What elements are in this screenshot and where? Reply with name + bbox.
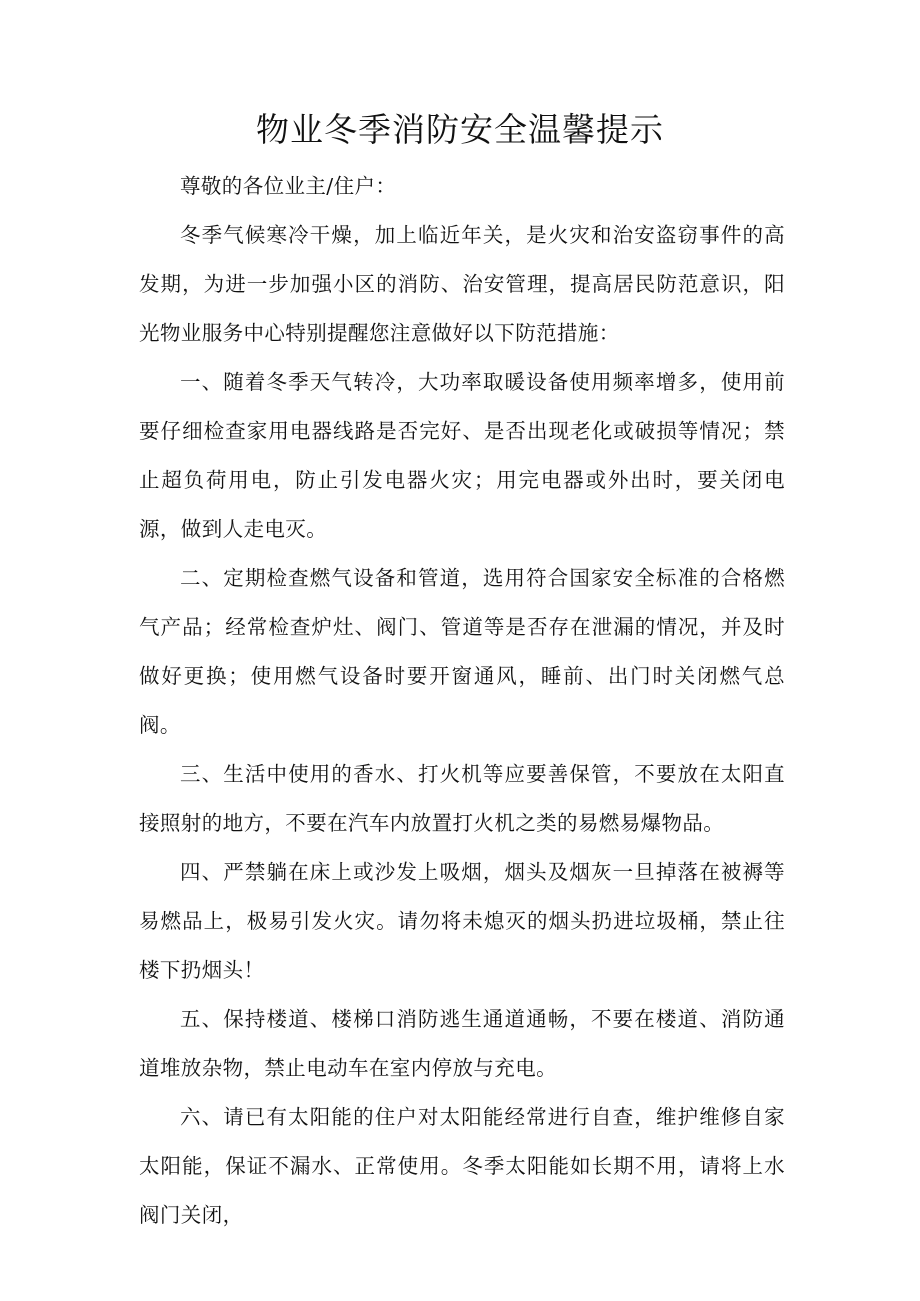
document-title: 物业冬季消防安全温馨提示 — [256, 110, 664, 149]
salutation: 尊敬的各位业主/住户： — [180, 174, 397, 198]
item-1-paragraph: 一、随着冬季天气转冷，大功率取暖设备使用频率增多，使用前要仔细检查家用电器线路是否完好、是否出现老化或破损等情况；禁止超负荷用电，防止引发电器火灾；用完电器或外出时，要关闭电源，做到人走电灭。 — [139, 370, 785, 541]
document-body — [139, 162, 785, 1240]
item-5-paragraph: 五、保持楼道、楼梯口消防逃生通道通畅，不要在楼道、消防通道堆放杂物，禁止电动车在室内停放与充电。 — [139, 1007, 785, 1080]
intro-paragraph: 冬季气候寒冷干燥，加上临近年关，是火灾和治安盗窃事件的高发期，为进一步加强小区的消防、治安管理，提高居民防范意识，阳光物业服务中心特别提醒您注意做好以下防范措施： — [139, 223, 785, 345]
item-4-paragraph: 四、严禁躺在床上或沙发上吸烟，烟头及烟灰一旦掉落在被褥等易燃品上，极易引发火灾。请勿将未熄灭的烟头扔进垃圾桶，禁止往楼下扔烟头！ — [139, 860, 785, 982]
item-2-paragraph: 二、定期检查燃气设备和管道，选用符合国家安全标准的合格燃气产品；经常检查炉灶、阀门、管道等是否存在泄漏的情况，并及时做好更换；使用燃气设备时要开窗通风，睡前、出门时关闭燃气总阀。 — [139, 566, 785, 737]
item-3-paragraph: 三、生活中使用的香水、打火机等应要善保管，不要放在太阳直接照射的地方，不要在汽车内放置打火机之类的易燃易爆物品。 — [139, 762, 785, 835]
item-6-paragraph: 六、请已有太阳能的住户对太阳能经常进行自查，维护维修自家太阳能，保证不漏水、正常使用。冬季太阳能如长期不用，请将上水阀门关闭， — [139, 1105, 785, 1227]
